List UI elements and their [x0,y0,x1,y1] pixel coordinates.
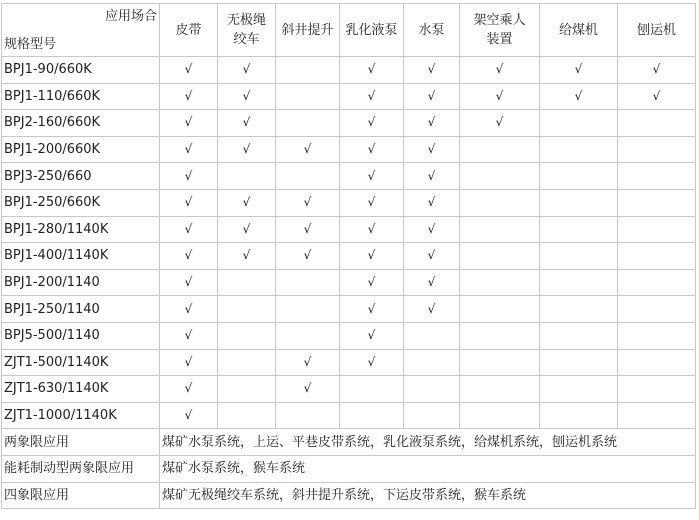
empty-cell [276,296,340,323]
empty-cell [218,349,276,376]
check-mark-cell: √ [160,57,218,84]
check-mark-cell: √ [160,349,218,376]
empty-cell [618,189,696,216]
check-mark-cell: √ [340,243,404,270]
check-mark-cell: √ [218,136,276,163]
empty-cell [540,110,618,137]
table-row [2,243,696,270]
empty-cell [218,376,276,403]
table-row [2,110,696,137]
application-description: 煤矿水泵系统，猴车系统 [160,455,696,482]
application-label: 能耗制动型两象限应用 [2,455,160,482]
empty-cell [540,163,618,190]
check-mark-cell: √ [404,216,460,243]
column-header-incline-hoist: 斜井提升 [276,4,340,57]
model-cell: BPJ1-200/660K [2,136,160,163]
empty-cell [540,189,618,216]
check-mark-cell: √ [160,189,218,216]
check-mark-cell: √ [340,163,404,190]
check-mark-cell: √ [618,57,696,84]
empty-cell [218,322,276,349]
table-row [2,402,696,429]
empty-cell [618,110,696,137]
model-cell: BPJ1-400/1140K [2,243,160,270]
empty-cell [460,296,540,323]
empty-cell [540,216,618,243]
empty-cell [540,243,618,270]
check-mark-cell: √ [404,163,460,190]
empty-cell [404,402,460,429]
corner-header-cell [2,4,160,57]
empty-cell [340,402,404,429]
check-mark-cell: √ [404,189,460,216]
check-mark-cell: √ [160,402,218,429]
check-mark-cell: √ [540,57,618,84]
check-mark-cell: √ [160,376,218,403]
check-mark-cell: √ [160,136,218,163]
application-description: 煤矿无极绳绞车系统，斜井提升系统，下运皮带系统，猴车系统 [160,482,696,509]
empty-cell [460,163,540,190]
column-header-plough-conveyor: 刨运机 [618,4,696,57]
empty-cell [618,402,696,429]
empty-cell [340,376,404,403]
check-mark-cell: √ [218,216,276,243]
model-cell: BPJ2-160/660K [2,110,160,137]
model-cell: BPJ1-280/1140K [2,216,160,243]
check-mark-cell: √ [160,163,218,190]
empty-cell [218,296,276,323]
check-mark-cell: √ [340,296,404,323]
empty-cell [404,376,460,403]
empty-cell [276,83,340,110]
check-mark-cell: √ [160,296,218,323]
model-cell: BPJ1-200/1140 [2,269,160,296]
column-header-emulsion-pump: 乳化液泵 [340,4,404,57]
empty-cell [618,296,696,323]
empty-cell [460,349,540,376]
empty-cell [276,269,340,296]
corner-label-bottom: 规格型号 [4,37,57,52]
empty-cell [618,269,696,296]
check-mark-cell: √ [160,269,218,296]
empty-cell [460,243,540,270]
check-mark-cell: √ [460,110,540,137]
empty-cell [276,57,340,84]
check-mark-cell: √ [276,349,340,376]
check-mark-cell: √ [460,57,540,84]
corner-label-top: 应用场合 [104,9,157,24]
model-cell: BPJ5-500/1140 [2,322,160,349]
column-header-coal-feeder: 给煤机 [540,4,618,57]
table-row [2,216,696,243]
check-mark-cell: √ [276,136,340,163]
empty-cell [460,269,540,296]
check-mark-cell: √ [218,57,276,84]
model-cell: ZJT1-630/1140K [2,376,160,403]
check-mark-cell: √ [340,269,404,296]
application-label: 两象限应用 [2,429,160,456]
check-mark-cell: √ [404,269,460,296]
column-header-water-pump: 水泵 [404,4,460,57]
empty-cell [276,163,340,190]
empty-cell [618,349,696,376]
header-row [2,4,696,57]
empty-cell [460,376,540,403]
table-row [2,269,696,296]
empty-cell [218,163,276,190]
check-mark-cell: √ [340,83,404,110]
check-mark-cell: √ [618,83,696,110]
empty-cell [460,189,540,216]
table-row [2,376,696,403]
column-header-belt: 皮带 [160,4,218,57]
column-header-endless-rope-winch: 无极绳 绞车 [218,4,276,57]
check-mark-cell: √ [276,376,340,403]
empty-cell [540,349,618,376]
check-mark-cell: √ [340,110,404,137]
model-cell: BPJ1-90/660K [2,57,160,84]
table-row [2,83,696,110]
empty-cell [276,110,340,137]
empty-cell [540,322,618,349]
empty-cell [540,296,618,323]
check-mark-cell: √ [340,189,404,216]
empty-cell [540,136,618,163]
empty-cell [218,402,276,429]
empty-cell [460,322,540,349]
table-row [2,296,696,323]
empty-cell [618,243,696,270]
application-row [2,429,696,456]
application-description: 煤矿水泵系统，上运、平巷皮带系统，乳化液泵系统，给煤机系统，刨运机系统 [160,429,696,456]
table-row [2,136,696,163]
model-cell: ZJT1-500/1140K [2,349,160,376]
check-mark-cell: √ [160,83,218,110]
check-mark-cell: √ [540,83,618,110]
check-mark-cell: √ [276,189,340,216]
check-mark-cell: √ [340,136,404,163]
column-header-overhead-passenger-device: 架空乘人 装置 [460,4,540,57]
check-mark-cell: √ [340,216,404,243]
empty-cell [618,136,696,163]
empty-cell [618,376,696,403]
empty-cell [540,269,618,296]
empty-cell [276,402,340,429]
empty-cell [618,216,696,243]
check-mark-cell: √ [160,216,218,243]
empty-cell [540,376,618,403]
empty-cell [618,163,696,190]
check-mark-cell: √ [340,57,404,84]
check-mark-cell: √ [218,243,276,270]
check-mark-cell: √ [340,322,404,349]
application-row [2,482,696,509]
check-mark-cell: √ [404,57,460,84]
model-cell: BPJ1-110/660K [2,83,160,110]
empty-cell [218,269,276,296]
empty-cell [460,216,540,243]
check-mark-cell: √ [404,110,460,137]
application-row [2,455,696,482]
check-mark-cell: √ [218,83,276,110]
check-mark-cell: √ [218,189,276,216]
empty-cell [540,402,618,429]
check-mark-cell: √ [404,296,460,323]
check-mark-cell: √ [160,110,218,137]
check-mark-cell: √ [404,243,460,270]
check-mark-cell: √ [276,216,340,243]
empty-cell [460,402,540,429]
check-mark-cell: √ [218,110,276,137]
table-row [2,57,696,84]
model-cell: BPJ1-250/660K [2,189,160,216]
table-row [2,322,696,349]
empty-cell [404,322,460,349]
check-mark-cell: √ [460,83,540,110]
application-table [1,3,696,509]
application-label: 四象限应用 [2,482,160,509]
check-mark-cell: √ [160,322,218,349]
check-mark-cell: √ [404,136,460,163]
check-mark-cell: √ [160,243,218,270]
check-mark-cell: √ [340,349,404,376]
table-row [2,349,696,376]
model-cell: ZJT1-1000/1140K [2,402,160,429]
model-cell: BPJ1-250/1140 [2,296,160,323]
empty-cell [618,322,696,349]
check-mark-cell: √ [404,83,460,110]
model-cell: BPJ3-250/660 [2,163,160,190]
empty-cell [404,349,460,376]
check-mark-cell: √ [276,243,340,270]
table-row [2,189,696,216]
table-row [2,163,696,190]
empty-cell [276,322,340,349]
empty-cell [460,136,540,163]
